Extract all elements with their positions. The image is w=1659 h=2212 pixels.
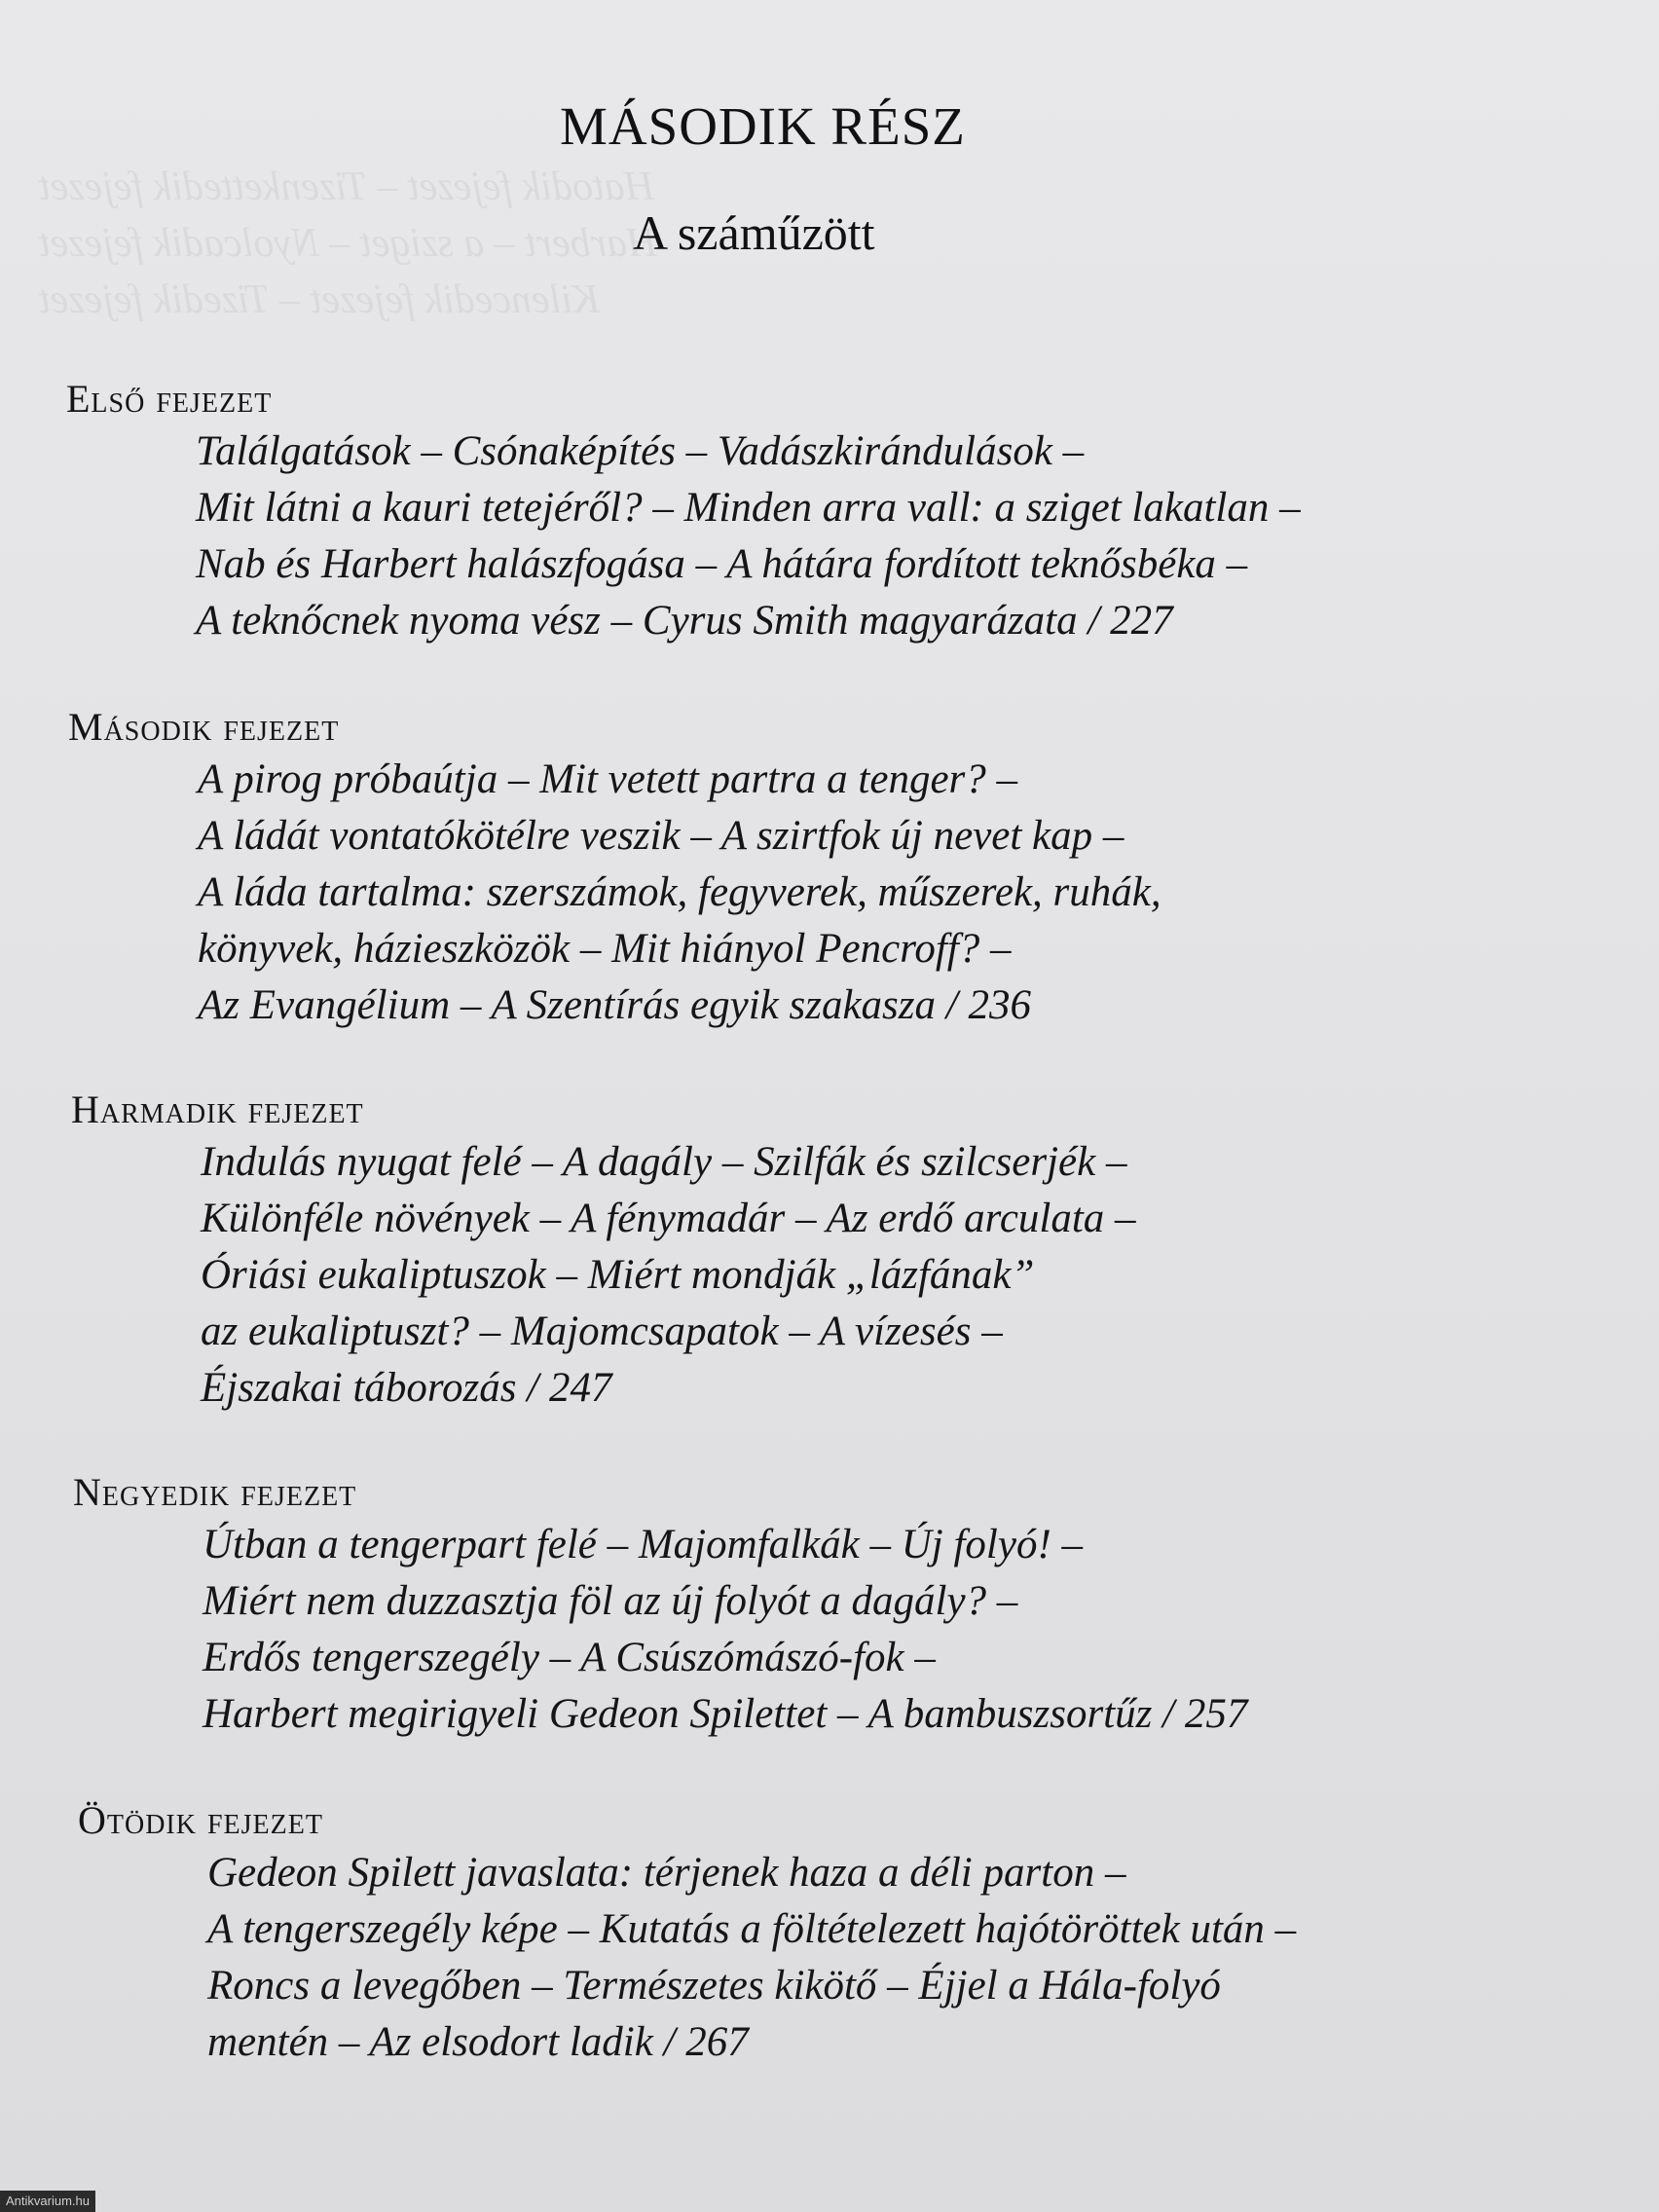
chapter-entry <box>71 1086 1454 1417</box>
summary-line: Indulás nyugat felé – A dagály – Szilfák és szilcserjék – <box>201 1139 1127 1185</box>
chapter-entry <box>73 1468 1456 1743</box>
summary-line: A pirog próbaútja – Mit vetett partra a tenger? – <box>198 756 1018 802</box>
summary-line: A ládát vontatókötélre veszik – A szirtfok új nevet kap – <box>198 813 1124 859</box>
summary-line: Éjszakai táborozás / 247 <box>201 1365 612 1411</box>
chapter-summary <box>198 752 1451 1034</box>
summary-line: Óriási eukaliptuszok – Miért mondják „lázfának” <box>201 1252 1035 1298</box>
chapter-heading: Harmadik fejezet <box>71 1088 364 1131</box>
summary-line: Mit látni a kauri tetejéről? – Minden arra vall: a sziget lakatlan – <box>196 485 1301 531</box>
summary-line: Roncs a levegőben – Természetes kikötő – Éjjel a Hála-folyó <box>207 1963 1221 2009</box>
chapter-heading: Második fejezet <box>68 705 340 749</box>
summary-line: A láda tartalma: szerszámok, fegyverek, műszerek, ruhák, <box>198 869 1161 915</box>
summary-line: Harbert megirigyeli Gedeon Spilettet – A bambuszsortűz / 257 <box>203 1691 1248 1737</box>
summary-line: Gedeon Spilett javaslata: térjenek haza a déli parton – <box>207 1850 1126 1896</box>
chapter-entry <box>78 1796 1460 2071</box>
summary-line: Találgatások – Csónaképítés – Vadászkirándulások – <box>196 428 1085 474</box>
summary-line: Erdős tengerszegély – A Csúszómászó-fok – <box>203 1635 936 1680</box>
part-subtitle: A száműzött <box>633 205 875 260</box>
bleed-through-texture: Hatodik fejezet – Tizenkettedik fejezet Harbert – a sziget – Nyolcadik fejezet Kilencedik fejezet – Tizedik fejezet <box>39 165 657 322</box>
chapter-summary <box>207 1845 1460 2071</box>
chapter-heading: Negyedik fejezet <box>73 1470 357 1514</box>
watermark: Antikvarium.hu <box>0 2191 95 2212</box>
summary-line: Útban a tengerpart felé – Majomfalkák – Új folyó! – <box>203 1522 1084 1567</box>
part-title: MÁSODIK RÉSZ <box>560 96 966 156</box>
chapter-summary <box>201 1134 1454 1417</box>
summary-line: az eukaliptuszt? – Majomcsapatok – A vízesés – <box>201 1309 1003 1354</box>
chapter-heading: Első fejezet <box>66 377 273 421</box>
summary-line: Miért nem duzzasztja föl az új folyót a dagály? – <box>203 1578 1018 1624</box>
chapter-entry <box>66 375 1449 649</box>
summary-line: A teknőcnek nyoma vész – Cyrus Smith magyarázata / 227 <box>196 598 1173 644</box>
chapter-summary <box>203 1517 1456 1743</box>
summary-line: A tengerszegély képe – Kutatás a föltételezett hajótöröttek után – <box>207 1906 1297 1952</box>
chapter-entry <box>68 703 1451 1034</box>
chapter-summary <box>196 424 1449 649</box>
summary-line: Különféle növények – A fénymadár – Az erdő arculata – <box>201 1196 1136 1241</box>
summary-line: könyvek, házieszközök – Mit hiányol Pencroff? – <box>198 926 1012 972</box>
summary-line: mentén – Az elsodort ladik / 267 <box>207 2019 749 2065</box>
chapter-heading: Ötödik fejezet <box>78 1798 323 1842</box>
summary-line: Nab és Harbert halászfogása – A hátára fordított teknősbéka – <box>196 541 1248 587</box>
summary-line: Az Evangélium – A Szentírás egyik szakasza / 236 <box>198 982 1031 1028</box>
